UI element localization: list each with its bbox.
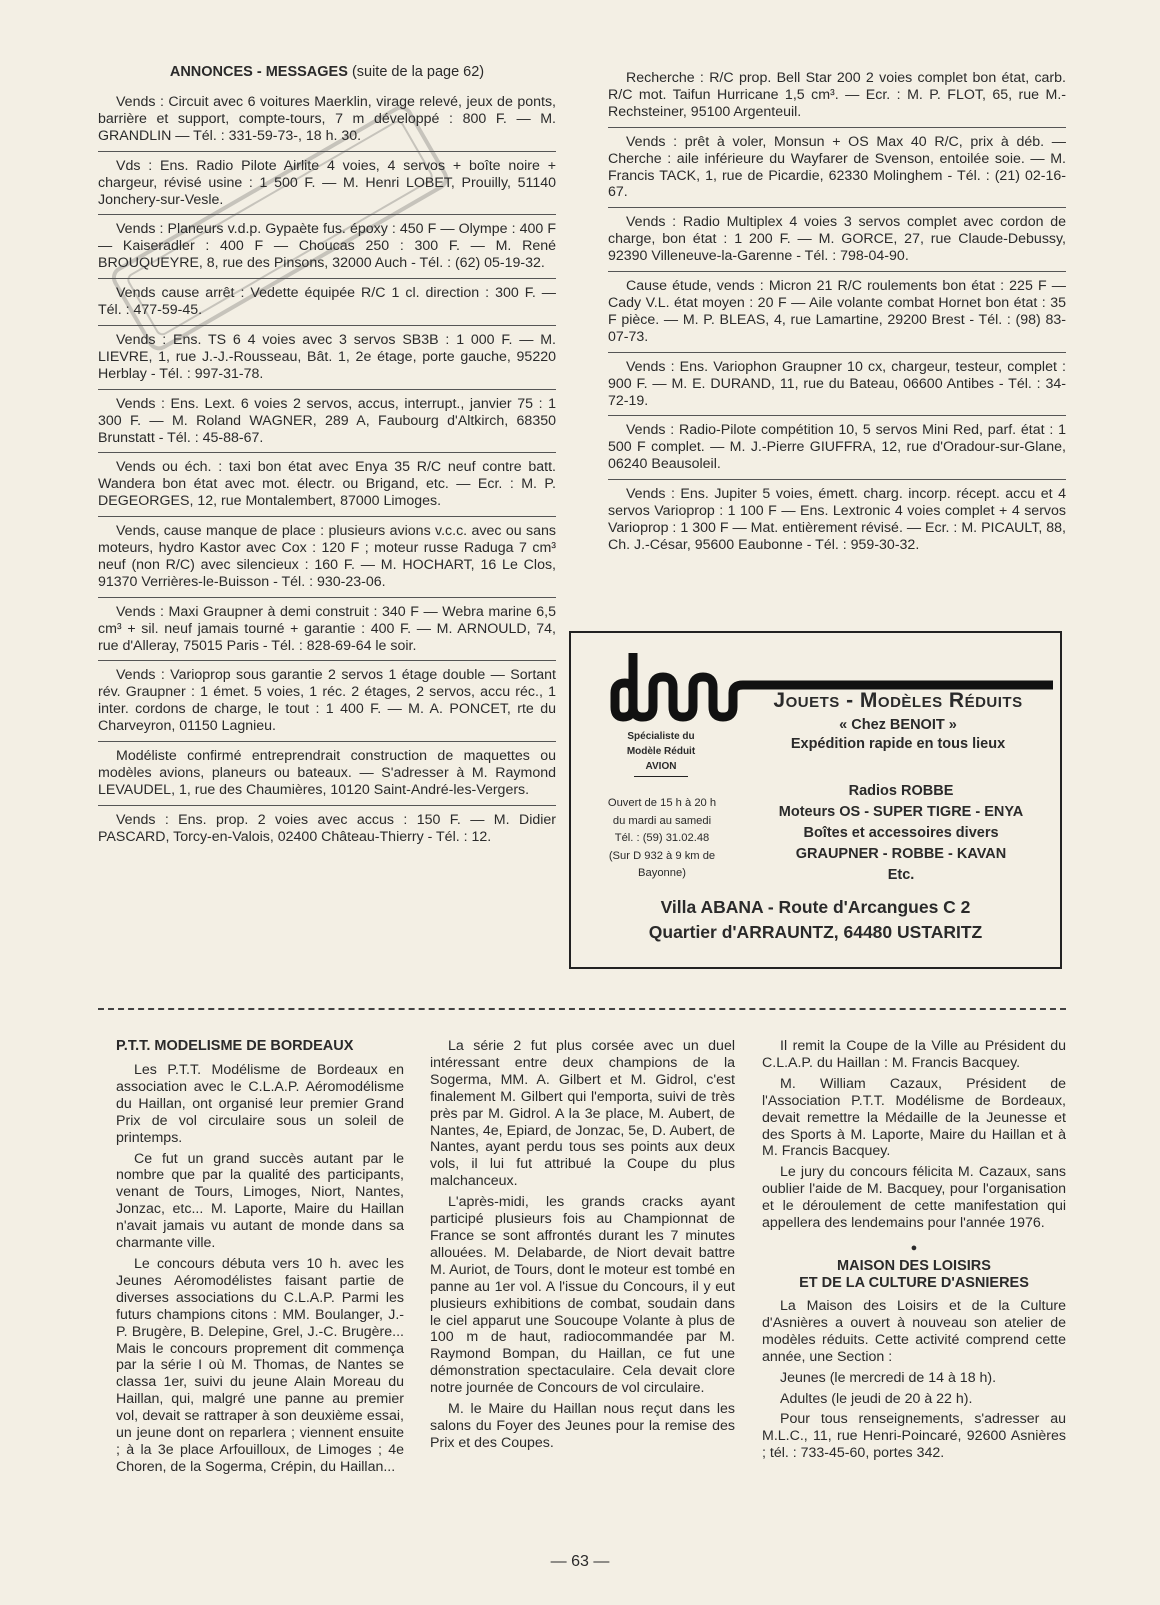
location-line-2: Bayonne) bbox=[638, 867, 686, 879]
maison-paragraph: Adultes (le jeudi de 20 à 22 h). bbox=[780, 1390, 973, 1407]
classified-ad bbox=[608, 64, 1066, 128]
article-paragraph: Il remit la Coupe de la Ville au Président du C.L.A.P. du Haillan : M. Francis Bacquey. bbox=[762, 1038, 1066, 1071]
maison-paragraph: La Maison des Loisirs et de la Culture d'Asnières a ouvert à nouveau son atelier de modèles réduits. Cette activité comprend cette année, une Section : bbox=[762, 1297, 1066, 1365]
location-line-1: (Sur D 932 à 9 km de bbox=[608, 849, 716, 862]
classified-ad bbox=[98, 598, 556, 662]
article-paragraph: L'après-midi, les grands cracks ayant participé plusieurs fois au Championnat de France se sont affrontés durant les 7 minutes allouées. M. Delabarde, de Niort devait battre M. Auriot, de Tours, dont le moteur est tombé en panne au 1er vol. A l'issue du Concours, il y eut plusieurs exhibitions de combat, soudain dans le ciel apparut une Soucoupe Volante à plus de 100 m de haut, radiocommandée par M. Raymond Bompan, du Haillan, ce fut une démonstration spectaculaire. Cela devait clore notre journée de Concours de vol circulaire. bbox=[430, 1194, 735, 1397]
classified-ad bbox=[608, 208, 1066, 272]
classified-ad bbox=[608, 353, 1066, 417]
brand-line-5: Etc. bbox=[887, 867, 915, 883]
hours-line-2: du mardi au samedi bbox=[612, 814, 712, 827]
advert-address-2: Quartier d'ARRAUNTZ, 64480 USTARITZ bbox=[648, 922, 983, 942]
phone-line: Tél. : (59) 31.02.48 bbox=[614, 832, 710, 844]
specialist-line-2: Modèle Réduit bbox=[626, 746, 696, 757]
section-divider bbox=[98, 1008, 1066, 1010]
maison-paragraph: Jeunes (le mercredi de 14 à 18 h). bbox=[780, 1369, 997, 1386]
article-paragraph: Ce fut un grand succès autant par le nombre que par la qualité des participants, venant de Tours, Limoges, Niort, Nantes, Jonzac, etc... M. Laporte, Maire du Haillan n'avait jamais vu autant de monde dans sa charmante ville. bbox=[116, 1150, 404, 1252]
specialist-line-3: AVION bbox=[634, 759, 689, 777]
ptt-column-1 bbox=[116, 1038, 404, 1480]
classified-ad bbox=[98, 661, 556, 742]
classified-ad-text: Modéliste confirmé entreprendrait construction de maquettes ou modèles avions, planeurs ou bateaux. — S'adresser à M. Raymond LEVAUDEL, 1, rue des Chaumières, 10120 Saint-André-les-Vergers. bbox=[98, 748, 556, 798]
classified-ad bbox=[608, 128, 1066, 209]
ptt-title: P.T.T. MODELISME DE BORDEAUX bbox=[116, 1038, 354, 1054]
maison-paragraph: Pour tous renseignements, s'adresser au M.L.C., 11, rue Henri-Poincaré, 92600 Asnières ; tél. : 733-45-60, portes 342. bbox=[762, 1411, 1066, 1462]
classified-ad-text: Vends : Circuit avec 6 voitures Maerklin, virage relevé, jeux de ponts, barrière et support, compte-tours, 7 m développé : 800 F. — M. GRANDLIN — Tél. : 331-59-73-, 18 h. 30. bbox=[98, 94, 556, 144]
classified-ad-text: Vends : Planeurs v.d.p. Gypaète fus. époxy : 450 F — Olympe : 400 F — Kaiseradler : 400 F — Choucas 250 : 300 F. — M. René BROUQUEYRE, 8, rue des Pinsons, 32000 Auch - Tél. : (62) 05-19-32. bbox=[98, 221, 556, 272]
advert-tagline: Expédition rapide en tous lieux bbox=[790, 736, 1006, 752]
classified-ad bbox=[98, 390, 556, 454]
classified-ad bbox=[98, 215, 556, 279]
advert-subhead: « Chez BENOIT » bbox=[839, 717, 957, 733]
classified-ad bbox=[608, 480, 1066, 560]
bullet-ornament-icon: ● bbox=[910, 1241, 918, 1254]
ptt-column-3 bbox=[762, 1038, 1066, 1466]
page-number: — 63 — bbox=[550, 1553, 610, 1570]
classified-ad-text: Vends cause arrêt : Vedette équipée R/C 1 cl. direction : 300 F. — Tél. : 477-59-45. bbox=[98, 285, 556, 319]
article-paragraph: Les P.T.T. Modélisme de Bordeaux en association avec le C.L.A.P. Aéromodélisme du Haillan, ont organisé leur premier Grand Prix de vol circulaire sous un soleil de printemps. bbox=[116, 1062, 404, 1146]
classified-ad-text: Vends : Maxi Graupner à demi construit : 340 F — Webra marine 6,5 cm³ + sil. neuf jamais tourné + garantie : 400 F. — M. ARNOULD, 74, rue d'Alleray, 75015 Paris - Tél. : 828-69-64 le soir. bbox=[98, 603, 556, 654]
classified-ad bbox=[98, 152, 556, 216]
benoit-advert bbox=[569, 631, 1062, 969]
classified-ad-text: Vends : prêt à voler, Monsun + OS Max 40 R/C, prix à déb. — Cherche : aile inférieure du Wayfarer de Svenson, entoilée soie. — M. Francis TACK, 1, rue de Picardie, 62330 Molinghem - Tél. : (21) 02-16-67. bbox=[608, 133, 1066, 201]
annonces-right-column bbox=[608, 64, 1066, 560]
classified-ad-text: Vends : Ens. Lext. 6 voies 2 servos, accus, interrupt., janvier 75 : 1 300 F. — M. Roland WAGNER, 289 A, Faubourg d'Altkirch, 68350 Brunstatt - Tél. : 45-88-67. bbox=[98, 395, 556, 446]
annonces-heading: ANNONCES - MESSAGES (suite de la page 62) bbox=[169, 64, 485, 80]
article-paragraph: M. le Maire du Haillan nous reçut dans les salons du Foyer des Jeunes pour la remise des Prix et des Coupes. bbox=[430, 1401, 735, 1451]
classified-ad bbox=[98, 742, 556, 806]
classified-ad-text: Vends : Ens. Jupiter 5 voies, émett. charg. incorp. récept. accu et 4 servos Varioprop : 1 100 F — Ens. Lextronic 4 voies complet + 4 servos Varioprop : 1 300 F — Mat. entièrement révisé. — Ecr. : M. PICAULT, 88, Ch. J.-César, 95600 Eaubonne - Tél. : 959-30-32. bbox=[608, 486, 1066, 553]
advert-address-1: Villa ABANA - Route d'Arcangues C 2 bbox=[660, 897, 971, 917]
classified-ad bbox=[98, 517, 556, 598]
classified-ad bbox=[98, 453, 556, 517]
article-paragraph: Le concours débuta vers 10 h. avec les Jeunes Aéromodélistes faisant partie de diverses associations du C.L.A.P. Parmi les futurs champions citons : MM. Boulanger, J.-P. Brugère, B. Delepine, Grel, J.-C. Brugère... Mais le concours proprement dit commença par la série I où M. Thomas, de Nantes se classa 1er, suivi du jeune Alain Moreau du Haillan, qui, malgré une panne au premier vol, devait se rattraper à son deuxième essai, un jeune dont on reparlera ; viennent ensuite ; à la 3e place Arfouilloux, de Limoges ; 4e Choren, de la Sogerma, Crépin, du Haillan... bbox=[116, 1255, 404, 1475]
classified-ad-text: Vends : Ens. Variophon Graupner 10 cx, chargeur, testeur, complet : 900 F. — M. E. DURAND, 11, rue du Bateau, 06600 Antibes - Tél. : 34-72-19. bbox=[608, 358, 1066, 409]
classified-ad bbox=[98, 88, 556, 152]
brand-line-1: Radios ROBBE bbox=[848, 783, 954, 799]
annonces-right-list bbox=[608, 64, 1066, 560]
classified-ad bbox=[608, 272, 1066, 353]
article-paragraph: Le jury du concours félicita M. Cazaux, sans oublier l'aide de M. Bacquey, pour l'organisation et le déroulement de cette manifestation qui appellera des lendemains pour l'année 1976. bbox=[762, 1164, 1066, 1232]
classified-ad-text: Vends : Varioprop sous garantie 2 servos 1 étage double — Sortant rév. Graupner : 1 émet. 5 voies, 1 réc. 2 étages, 2 servos, accu réc., 1 inter. cordons de charge, le tout : 1 400 F. — M. A. PONCET, rte du Charveyron, 01150 Lagnieu. bbox=[98, 667, 556, 735]
advert-headline: Jouets - Modèles Réduits bbox=[773, 689, 1023, 712]
classified-ad-text: Vends : Radio Multiplex 4 voies 3 servos complet avec cordon de charge, bon état : 1 200 F. — M. GORCE, 27, rue Claude-Debussy, 92390 Villeneuve-la-Garenne - Tél. : 798-04-90. bbox=[608, 214, 1066, 265]
annonces-left-column bbox=[98, 64, 556, 852]
classified-ad-text: Vends : Ens. prop. 2 voies avec accus : 150 F. — M. Didier PASCARD, Torcy-en-Valois, 02400 Château-Thierry - Tél. : 12. bbox=[98, 811, 556, 845]
brand-line-4: GRAUPNER - ROBBE - KAVAN bbox=[795, 846, 1007, 862]
ptt-column-2 bbox=[430, 1038, 735, 1456]
classified-ad-text: Vends, cause manque de place : plusieurs avions v.c.c. avec ou sans moteurs, hydro Kastor avec Cox : 120 F ; moteur russe Raduga 7 cm³ neuf (non R/C) avec silencieux : 160 F. — M. HOCHART, 16 Le Clos, 91370 Verrières-le-Buisson - Tél. : 930-23-06. bbox=[98, 523, 556, 590]
classified-ad-text: Vends ou éch. : taxi bon état avec Enya 35 R/C neuf contre batt. Wandera bon état avec mot. électr. ou Brigand, etc. — Ecr. : M. P. DEGEORGES, 12, rue Montalembert, 87000 Limoges. bbox=[98, 459, 556, 510]
article-paragraph: La série 2 fut plus corsée avec un duel intéressant entre deux champions de la Sogerma, MM. A. Gilbert et M. Gidrol, c'est finalement M. Gilbert qui l'emporta, suivi de très près par M. Gidrol. A la 3e place, M. Aubert, de Nantes, 4e, Epiard, de Jonzac, 5e, D. Aubert, de Nantes, ayant perdu tous ses points aux deux vols, il lui fut attribué la Coupe du plus malchanceux. bbox=[430, 1038, 735, 1190]
classified-ad-text: Recherche : R/C prop. Bell Star 200 2 voies complet bon état, carb. R/C mot. Taifun Hurricane 1,5 cm³. — Ecr. : M. P. FLOT, 65, rue M.-Rechsteiner, 95100 Argenteuil. bbox=[608, 70, 1066, 120]
classified-ad-text: Vds : Ens. Radio Pilote Airlite 4 voies, 4 servos + boîte noire + chargeur, révisé usine : 1 500 F. — M. Henri LOBET, Prouilly, 51140 Jonchery-sur-Vesle. bbox=[98, 157, 556, 208]
annonces-left-list bbox=[98, 88, 556, 852]
classified-ad bbox=[98, 279, 556, 326]
classified-ad bbox=[98, 326, 556, 390]
brand-line-3: Boîtes et accessoires divers bbox=[803, 825, 999, 841]
classified-ad-text: Vends : Ens. TS 6 4 voies avec 3 servos SB3B : 1 000 F. — M. LIEVRE, 1, rue J.-J.-Rousseau, Bât. 1, 2e étage, porte gauche, 95220 Herblay - Tél. : 997-31-78. bbox=[98, 331, 556, 382]
specialist-line-1: Spécialiste du bbox=[627, 731, 695, 742]
hours-line-1: Ouvert de 15 h à 20 h bbox=[607, 797, 717, 809]
classified-ad-text: Vends : Radio-Pilote compétition 10, 5 servos Mini Red, parf. état : 1 500 F complet. — M. J.-Pierre GIUFFRA, 12, rue d'Oradour-sur-Glane, 06240 Beausoleil. bbox=[608, 422, 1066, 473]
classified-ad-text: Cause étude, vends : Micron 21 R/C roulements bon état : 225 F — Cady V.L. état moyen : 20 F — Aile volante combat Hornet bon état : 35 F pièce. — M. P. BLEAS, 4, rue Lamartine, 29200 Brest - Tél. : (98) 83-07-73. bbox=[608, 278, 1066, 345]
article-paragraph: M. William Cazaux, Président de l'Association P.T.T. Modélisme de Bordeaux, devait remettre la Médaille de la Jeunesse et des Sports à M. Laporte, Maire du Haillan et à M. Francis Bacquey. bbox=[762, 1075, 1066, 1160]
classified-ad bbox=[98, 806, 556, 852]
classified-ad bbox=[608, 416, 1066, 480]
brand-line-2: Moteurs OS - SUPER TIGRE - ENYA bbox=[778, 804, 1024, 820]
maison-title: MAISON DES LOISIRS ET DE LA CULTURE D'ASNIERES bbox=[799, 1257, 1029, 1291]
